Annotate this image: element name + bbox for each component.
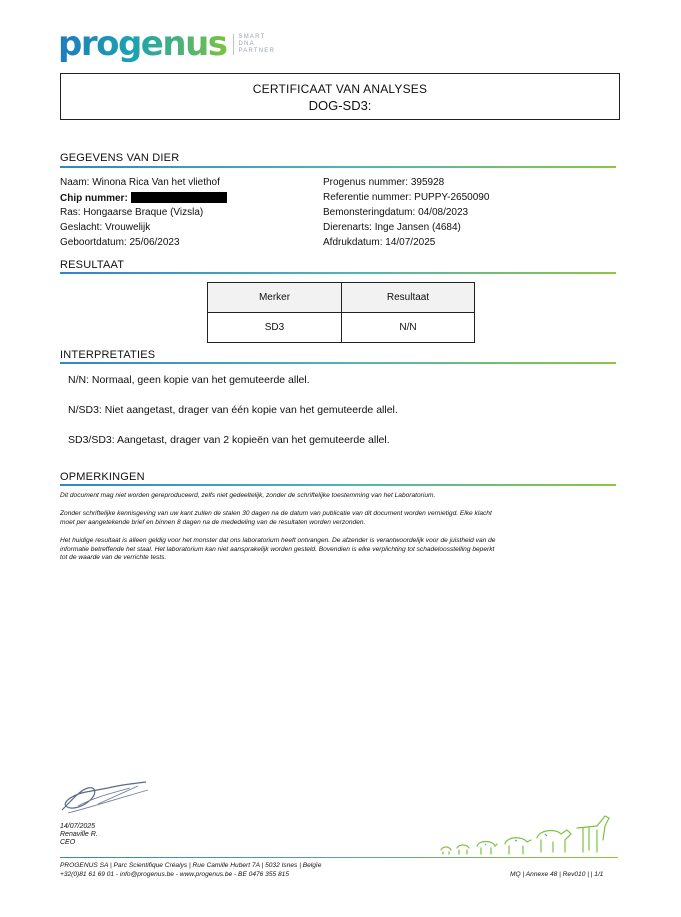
cell-result: N/N — [342, 313, 475, 343]
certificate-title: CERTIFICAAT VAN ANALYSES — [252, 82, 428, 96]
field-sex: Geslacht: Vrouwelijk — [60, 222, 151, 233]
field-veterinarian: Dierenarts: Inge Jansen (4684) — [323, 222, 461, 233]
section-heading-result: RESULTAAT — [60, 259, 125, 271]
table-row — [208, 313, 475, 343]
footer-rule — [60, 857, 618, 858]
field-birthdate: Geboortdatum: 25/06/2023 — [60, 237, 180, 248]
section-rule — [60, 272, 616, 274]
cell-marker: SD3 — [208, 313, 342, 343]
result-table — [207, 282, 475, 343]
signature-image — [58, 780, 153, 820]
redacted-chip-number — [131, 192, 227, 203]
logo-tagline: SMART DNA PARTNER — [233, 34, 276, 55]
interpretation-item: SD3/SD3: Aangetast, drager van 2 kopieën van het gemuteerde allel. — [68, 434, 390, 446]
remark-liability: Het huidige resultaat is alleen geldig voor het monster dat ons laboratorium heeft ontvangen. De afzender is verantwoordelijk voor de juistheid van de informatie betreffende het staal. Het laboratorium kan niet aansprakelijk worden gesteld. Bovendien is elke verplichting tot schadeloosstelling beperkt tot de waarde van de verrichte tests. — [60, 537, 496, 562]
test-code: DOG-SD3: — [308, 98, 372, 113]
table-header-row — [208, 283, 475, 313]
interpretation-item: N/N: Normaal, geen kopie van het gemuteerde allel. — [68, 374, 310, 386]
signatory-name: Renaville R. — [60, 831, 98, 838]
certificate-title-box — [60, 73, 620, 120]
column-header-marker: Merker — [208, 283, 342, 313]
section-heading-animal: GEGEVENS VAN DIER — [60, 152, 180, 164]
remark-samples: Zonder schriftelijke kennisgeving van uw kant zullen de stalen 30 dagen na de datum van publicatie van dit document worden vernietigd. Elke klacht moet per aangetekende brief en binnen 8 dagen na de mededeling van de resultaten worden verzonden. — [60, 510, 492, 526]
field-print-date: Afdrukdatum: 14/07/2025 — [323, 237, 436, 248]
signatory-role: CEO — [60, 839, 76, 846]
field-chip: Chip nummer: — [60, 192, 227, 204]
animals-illustration — [437, 810, 617, 856]
section-rule — [60, 484, 616, 486]
field-sampling-date: Bemonsteringdatum: 04/08/2023 — [323, 207, 469, 218]
company-address: PROGENUS SA | Parc Scientifique Créalys | Rue Camille Hubert 7A | 5032 Isnes | Belgïe — [60, 862, 322, 869]
section-heading-interpretations: INTERPRETATIES — [60, 349, 156, 361]
section-rule — [60, 362, 616, 364]
remark-reproduction: Dit document mag niet worden gereproduceerd, zelfs niet gedeeltelijk, zonder de schriftelijke toestemming van het Laboratorium. — [60, 492, 436, 499]
document-reference: MQ | Annexe 48 | Rev010 | | 1/1 — [510, 871, 604, 878]
interpretation-item: N/SD3: Niet aangetast, drager van één kopie van het gemuteerde allel. — [68, 404, 398, 416]
signature-date: 14/07/2025 — [60, 823, 96, 830]
company-contact: +32(0)81 61 69 01 - info@progenus.be - www.progenus.be - BE 0476 355 815 — [60, 871, 290, 878]
field-name: Naam: Winona Rica Van het vliethof — [60, 177, 220, 188]
section-rule — [60, 166, 616, 168]
logo-wordmark: progenus — [58, 24, 227, 64]
field-breed: Ras: Hongaarse Braque (Vizsla) — [60, 207, 204, 218]
signature-block — [60, 823, 98, 847]
field-progenus-number: Progenus nummer: 395928 — [323, 177, 445, 188]
column-header-result: Resultaat — [342, 283, 475, 313]
progenus-logo — [58, 26, 275, 62]
section-heading-remarks: OPMERKINGEN — [60, 471, 145, 483]
field-reference-number: Referentie nummer: PUPPY-2650090 — [323, 192, 490, 203]
